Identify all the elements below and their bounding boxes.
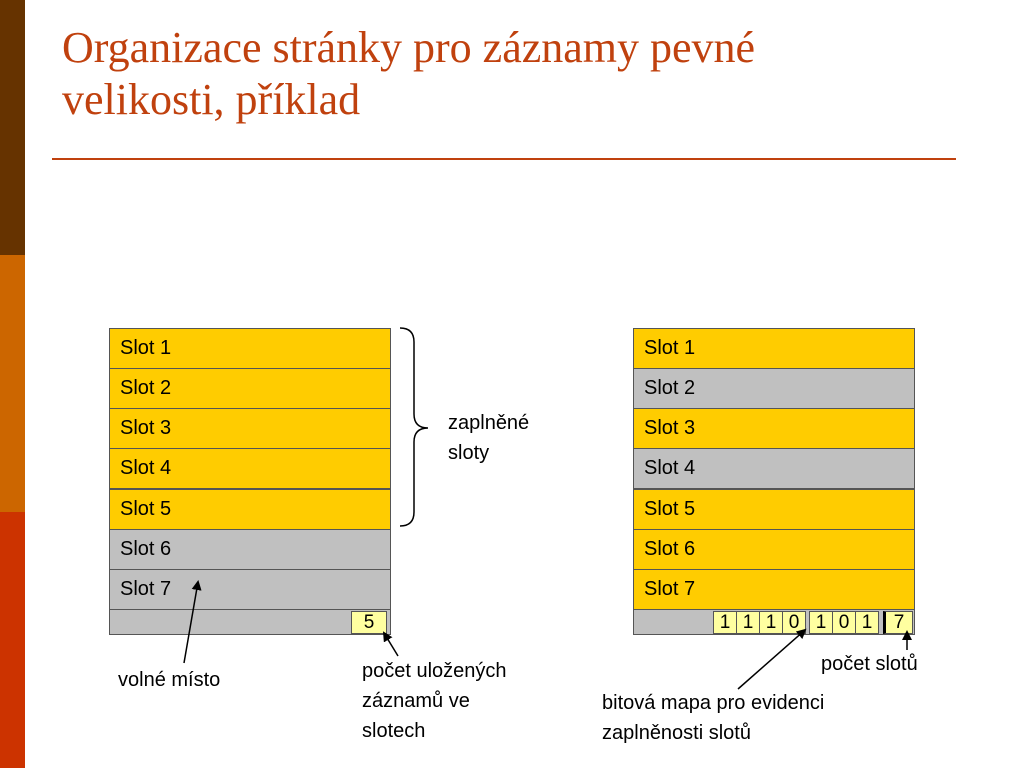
right-slot-1: Slot 1 <box>633 328 915 369</box>
left-slot-4: Slot 4 <box>109 448 391 489</box>
filled-slots-label-line-2: sloty <box>448 442 490 464</box>
bitmap-bit-2: 1 <box>736 611 760 634</box>
left-slot-7: Slot 7 <box>109 569 391 610</box>
right-slot-6: Slot 6 <box>633 529 915 570</box>
filled-slots-label <box>448 408 529 468</box>
right-slot-7: Slot 7 <box>633 569 915 610</box>
record-count-label <box>362 656 507 746</box>
bitmap-bit-1: 1 <box>713 611 737 634</box>
left-slot-6: Slot 6 <box>109 529 391 570</box>
right-slot-2: Slot 2 <box>633 368 915 409</box>
left-slot-5: Slot 5 <box>109 489 391 530</box>
bitmap-bit-3: 1 <box>759 611 783 634</box>
filled-slots-label-line-1: zaplněné <box>448 412 530 434</box>
curly-brace <box>400 328 428 526</box>
free-space-arrow <box>184 582 198 663</box>
slot-count-label: počet slotů <box>821 653 918 675</box>
right-slot-count-cell: 7 <box>883 611 913 634</box>
left-slot-2: Slot 2 <box>109 368 391 409</box>
bitmap-arrow <box>738 630 805 689</box>
free-space-label: volné místo <box>118 669 221 691</box>
bitmap-bit-5: 1 <box>809 611 833 634</box>
bitmap-bit-7: 1 <box>855 611 879 634</box>
record-count-label-line-2: záznamů ve <box>362 690 470 712</box>
right-slot-4: Slot 4 <box>633 448 915 489</box>
bitmap-bit-4: 0 <box>782 611 806 634</box>
left-slot-3: Slot 3 <box>109 408 391 449</box>
record-count-arrow <box>384 633 398 656</box>
bitmap-label-line-1: bitová mapa pro evidenci <box>602 692 825 714</box>
left-slot-1: Slot 1 <box>109 328 391 369</box>
bitmap-label <box>602 688 824 748</box>
title-line-2: velikosti, příklad <box>62 75 361 124</box>
right-slot-3: Slot 3 <box>633 408 915 449</box>
bitmap-label-line-2: zaplněnosti slotů <box>602 722 751 744</box>
right-slot-5: Slot 5 <box>633 489 915 530</box>
record-count-label-line-3: slotech <box>362 720 426 742</box>
left-record-count-cell: 5 <box>351 611 387 634</box>
title-line-1: Organizace stránky pro záznamy pevné <box>62 23 756 72</box>
bitmap-bit-6: 0 <box>832 611 856 634</box>
record-count-label-line-1: počet uložených <box>362 660 507 682</box>
